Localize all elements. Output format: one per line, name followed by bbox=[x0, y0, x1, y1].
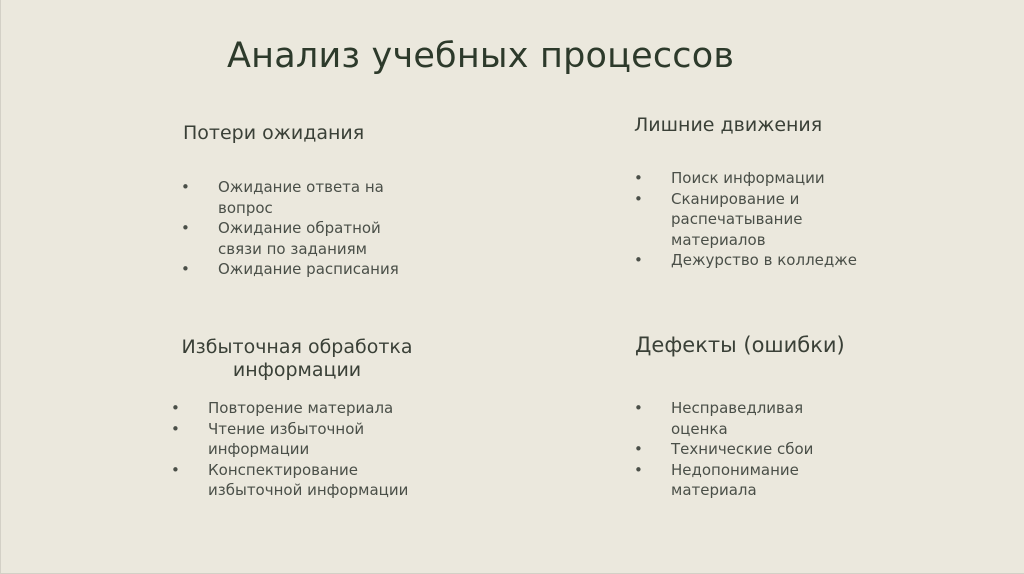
bullet-icon: • bbox=[181, 178, 190, 196]
list-item: • Технические сбои bbox=[634, 440, 814, 458]
bullet-icon: • bbox=[171, 399, 180, 417]
list-item: • Недопонимание материала bbox=[634, 460, 799, 499]
list-excess-processing bbox=[171, 398, 448, 501]
list-defects bbox=[634, 398, 861, 501]
section-heading-excess-processing: Избыточная обработка информации bbox=[181, 336, 413, 381]
list-item: • Ожидание ответа на вопрос bbox=[181, 178, 384, 217]
list-item: • Чтение избыточной информации bbox=[171, 419, 365, 458]
bullet-icon: • bbox=[171, 460, 180, 479]
bullet-icon: • bbox=[181, 219, 190, 237]
list-item: • Несправедливая оценка bbox=[634, 399, 804, 438]
bullet-icon: • bbox=[634, 440, 643, 458]
list-item: • Ожидание расписания bbox=[181, 260, 399, 278]
bullet-icon: • bbox=[634, 399, 643, 417]
bullet-icon: • bbox=[634, 251, 643, 269]
section-heading-waiting: Потери ожидания bbox=[183, 122, 365, 144]
list-item: • Повторение материала bbox=[171, 399, 394, 417]
list-item: • Поиск информации bbox=[634, 169, 825, 187]
list-item: • Сканирование и распечатывание материалов bbox=[634, 189, 803, 249]
bullet-icon: • bbox=[634, 169, 643, 187]
section-heading-defects: Дефекты (ошибки) bbox=[635, 333, 845, 357]
list-item: • Дежурство в колледже bbox=[634, 251, 857, 269]
list-item: • Конспектирование избыточной информации bbox=[171, 460, 409, 499]
slide-title: Анализ учебных процессов bbox=[227, 36, 735, 76]
list-item: • Ожидание обратной связи по заданиям bbox=[181, 219, 381, 258]
bullet-icon: • bbox=[634, 189, 643, 208]
bullet-icon: • bbox=[181, 260, 190, 278]
bullet-icon: • bbox=[634, 460, 643, 479]
list-waiting bbox=[181, 177, 418, 280]
bullet-icon: • bbox=[171, 419, 180, 438]
section-heading-motion: Лишние движения bbox=[634, 114, 823, 136]
list-motion bbox=[634, 168, 861, 271]
